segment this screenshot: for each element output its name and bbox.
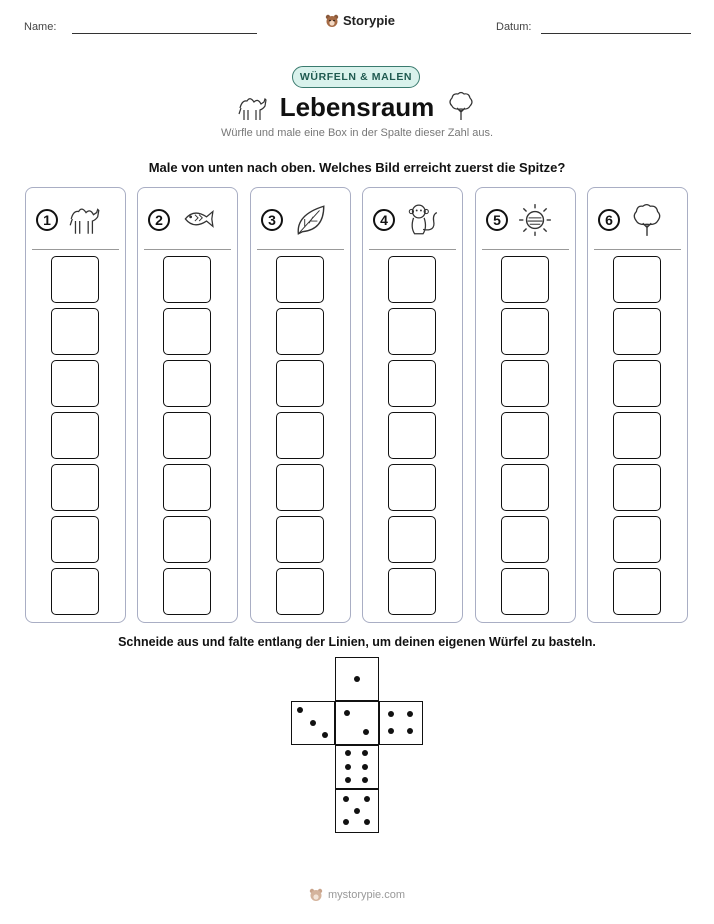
sun-icon bbox=[516, 202, 554, 238]
cut-instruction: Schneide aus und falte entlang der Linien, um deinen eigenen Würfel zu basteln. bbox=[118, 635, 596, 649]
column-number: 1 bbox=[36, 209, 58, 231]
dice-face-6 bbox=[335, 745, 379, 789]
color-box[interactable] bbox=[163, 516, 211, 563]
brand-logo bbox=[325, 13, 395, 28]
color-box[interactable] bbox=[501, 464, 549, 511]
monkey-icon bbox=[403, 202, 441, 238]
color-box[interactable] bbox=[388, 308, 436, 355]
color-box[interactable] bbox=[163, 464, 211, 511]
dice-pip bbox=[354, 808, 360, 814]
column-divider bbox=[594, 249, 681, 250]
column-number: 6 bbox=[598, 209, 620, 231]
color-box[interactable] bbox=[276, 412, 324, 459]
color-box[interactable] bbox=[501, 308, 549, 355]
page-subtitle: Würfle und male eine Box in der Spalte dieser Zahl aus. bbox=[220, 127, 494, 139]
color-box[interactable] bbox=[276, 308, 324, 355]
color-box[interactable] bbox=[613, 516, 661, 563]
dice-pip bbox=[362, 777, 368, 783]
column-header bbox=[486, 202, 554, 238]
dice-pip bbox=[343, 819, 349, 825]
page-title: Lebensraum bbox=[279, 92, 435, 122]
color-box[interactable] bbox=[51, 568, 99, 615]
color-box[interactable] bbox=[388, 412, 436, 459]
color-box[interactable] bbox=[501, 412, 549, 459]
column-number: 4 bbox=[373, 209, 395, 231]
bear-icon bbox=[325, 14, 339, 28]
name-label: Name: bbox=[24, 21, 57, 33]
color-box[interactable] bbox=[276, 568, 324, 615]
column-header bbox=[598, 202, 666, 238]
column-header bbox=[148, 202, 216, 238]
color-box[interactable] bbox=[276, 360, 324, 407]
date-label: Datum: bbox=[496, 21, 532, 33]
footer bbox=[0, 888, 714, 902]
leaf-icon bbox=[291, 202, 329, 238]
activity-badge: WÜRFELN & MALEN bbox=[292, 66, 420, 88]
tree-icon bbox=[446, 90, 476, 122]
column-6 bbox=[587, 187, 688, 623]
fish-icon bbox=[178, 202, 216, 238]
dice-pip bbox=[322, 732, 328, 738]
color-box[interactable] bbox=[388, 568, 436, 615]
dice-pip bbox=[345, 777, 351, 783]
dice-pip bbox=[407, 711, 413, 717]
dice-pip bbox=[363, 729, 369, 735]
brand-name: Storypie bbox=[343, 13, 396, 28]
dice-pip bbox=[343, 796, 349, 802]
color-box[interactable] bbox=[613, 360, 661, 407]
color-box[interactable] bbox=[613, 568, 661, 615]
color-box[interactable] bbox=[388, 516, 436, 563]
color-box[interactable] bbox=[276, 516, 324, 563]
color-box[interactable] bbox=[501, 256, 549, 303]
dice-pip bbox=[354, 676, 360, 682]
color-box[interactable] bbox=[613, 308, 661, 355]
color-box[interactable] bbox=[163, 360, 211, 407]
dice-pip bbox=[345, 764, 351, 770]
dice-face-1 bbox=[335, 657, 379, 701]
color-box[interactable] bbox=[501, 568, 549, 615]
dice-pip bbox=[310, 720, 316, 726]
color-box[interactable] bbox=[501, 516, 549, 563]
column-header bbox=[261, 202, 329, 238]
bear-icon bbox=[309, 888, 323, 902]
color-box[interactable] bbox=[613, 464, 661, 511]
tree-icon bbox=[628, 202, 666, 238]
footer-url: mystorypie.com bbox=[327, 889, 406, 901]
color-box[interactable] bbox=[51, 516, 99, 563]
column-number: 5 bbox=[486, 209, 508, 231]
column-divider bbox=[257, 249, 344, 250]
color-box[interactable] bbox=[51, 412, 99, 459]
dice-pip bbox=[407, 728, 413, 734]
column-5 bbox=[475, 187, 576, 623]
color-box[interactable] bbox=[51, 464, 99, 511]
color-box[interactable] bbox=[276, 464, 324, 511]
dice-pip bbox=[344, 710, 350, 716]
color-box[interactable] bbox=[163, 568, 211, 615]
dice-pip bbox=[364, 819, 370, 825]
dice-face-3 bbox=[291, 701, 335, 745]
column-2 bbox=[137, 187, 238, 623]
column-4 bbox=[362, 187, 463, 623]
instruction-text: Male von unten nach oben. Welches Bild erreicht zuerst die Spitze? bbox=[148, 160, 566, 175]
dice-face-5 bbox=[335, 789, 379, 833]
color-box[interactable] bbox=[51, 308, 99, 355]
dice-face-2 bbox=[335, 701, 379, 745]
name-line bbox=[72, 33, 257, 34]
color-box[interactable] bbox=[388, 360, 436, 407]
camel-icon bbox=[66, 202, 104, 238]
column-header bbox=[373, 202, 441, 238]
column-number: 2 bbox=[148, 209, 170, 231]
color-box[interactable] bbox=[51, 256, 99, 303]
column-divider bbox=[482, 249, 569, 250]
color-box[interactable] bbox=[163, 412, 211, 459]
column-3 bbox=[250, 187, 351, 623]
color-box[interactable] bbox=[163, 256, 211, 303]
dice-pip bbox=[362, 764, 368, 770]
column-header bbox=[36, 202, 104, 238]
dice-pip bbox=[388, 711, 394, 717]
column-divider bbox=[32, 249, 119, 250]
color-box[interactable] bbox=[388, 256, 436, 303]
color-box[interactable] bbox=[51, 360, 99, 407]
dice-face-4 bbox=[379, 701, 423, 745]
color-box[interactable] bbox=[613, 256, 661, 303]
color-box[interactable] bbox=[613, 412, 661, 459]
column-number: 3 bbox=[261, 209, 283, 231]
color-box[interactable] bbox=[388, 464, 436, 511]
color-box[interactable] bbox=[163, 308, 211, 355]
dice-pip bbox=[345, 750, 351, 756]
dice-pip bbox=[364, 796, 370, 802]
dice-pip bbox=[362, 750, 368, 756]
column-1 bbox=[25, 187, 126, 623]
date-line bbox=[541, 33, 691, 34]
dice-pip bbox=[297, 707, 303, 713]
column-divider bbox=[369, 249, 456, 250]
dice-pip bbox=[388, 728, 394, 734]
color-box[interactable] bbox=[501, 360, 549, 407]
column-divider bbox=[144, 249, 231, 250]
color-box[interactable] bbox=[276, 256, 324, 303]
